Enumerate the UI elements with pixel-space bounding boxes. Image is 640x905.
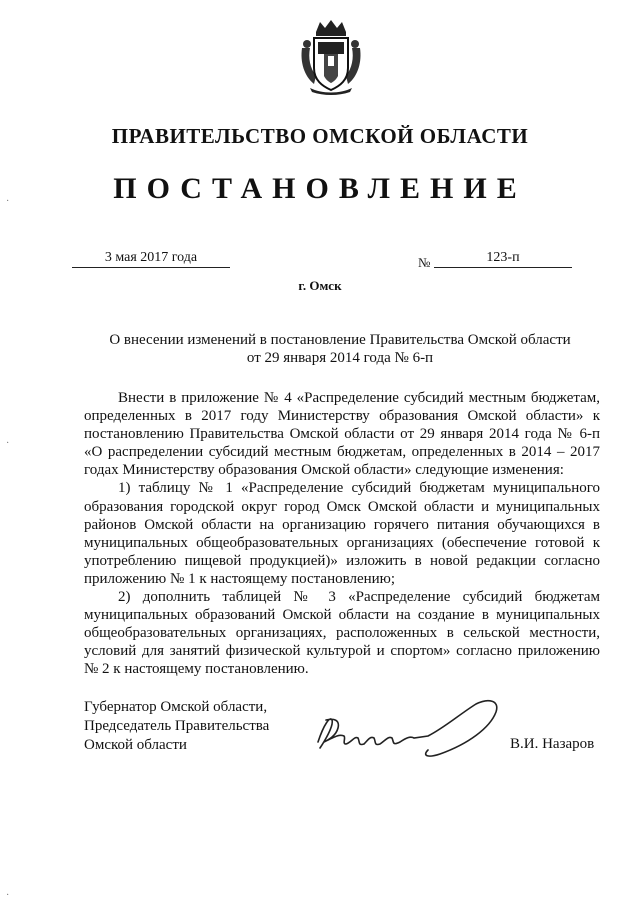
body-paragraph-intro: Внести в приложение № 4 «Распределение субсидий местным бюджетам, определенных в 2017 году Министерству образования Омской области» к постановлению Правительства Омской области от 29 января 2014 года № 6-п «О распределении субсидий местным бюджетам, определенных в 2014 – 2017 годах Министерству образования Омской области» следующие изменения: — [84, 390, 600, 479]
signer-position — [84, 698, 269, 755]
city-name: г. Омск — [298, 278, 342, 293]
scan-artifact-dot: · — [6, 890, 10, 901]
document-subject — [60, 331, 620, 367]
signer-name: В.И. Назаров — [510, 736, 595, 752]
number-sign-label: № — [418, 255, 431, 270]
body-paragraph-item-1: 1) таблицу № 1 «Распределение субсидий бюджетам муниципального образования городской округ город Омск Омской области и муниципальных районов Омской области на организацию горячего питания обучающихся в муниципальных общеобразовательных организациях (обеспечение готовой к употреблению пищевой продукцией)» изложить в новой редакции согласно приложению № 1 к настоящему постановлению; — [84, 480, 600, 587]
document-number: 123-п — [434, 249, 572, 268]
subject-line-2: от 29 января 2014 года № 6-п — [246, 350, 434, 366]
signer-position-line-1: Губернатор Омской области, — [84, 699, 268, 715]
document-body — [84, 389, 600, 679]
body-paragraph-item-2: 2) дополнить таблицей № 3 «Распределение субсидий бюджетам муниципальных образований Омской области на создание в муниципальных общеобразовательных организациях, расположенных в сельской местности, условий для занятий физической культурой и спортом» согласно приложению № 2 к настоящему постановлению. — [84, 589, 600, 678]
document-type-title: ПОСТАНОВЛЕНИЕ — [113, 172, 527, 205]
subject-line-1: О внесении изменений в постановление Правительства Омской области — [109, 332, 571, 348]
coat-of-arms-icon — [298, 18, 364, 96]
government-title: ПРАВИТЕЛЬСТВО ОМСКОЙ ОБЛАСТИ — [111, 124, 529, 148]
scan-artifact-dot: · — [6, 196, 10, 207]
document-date: 3 мая 2017 года — [72, 249, 230, 268]
signature-icon — [310, 690, 506, 762]
signer-position-line-2: Председатель Правительства — [84, 718, 270, 734]
signer-position-line-3: Омской области — [84, 737, 187, 753]
scan-artifact-dot: · — [6, 438, 10, 449]
